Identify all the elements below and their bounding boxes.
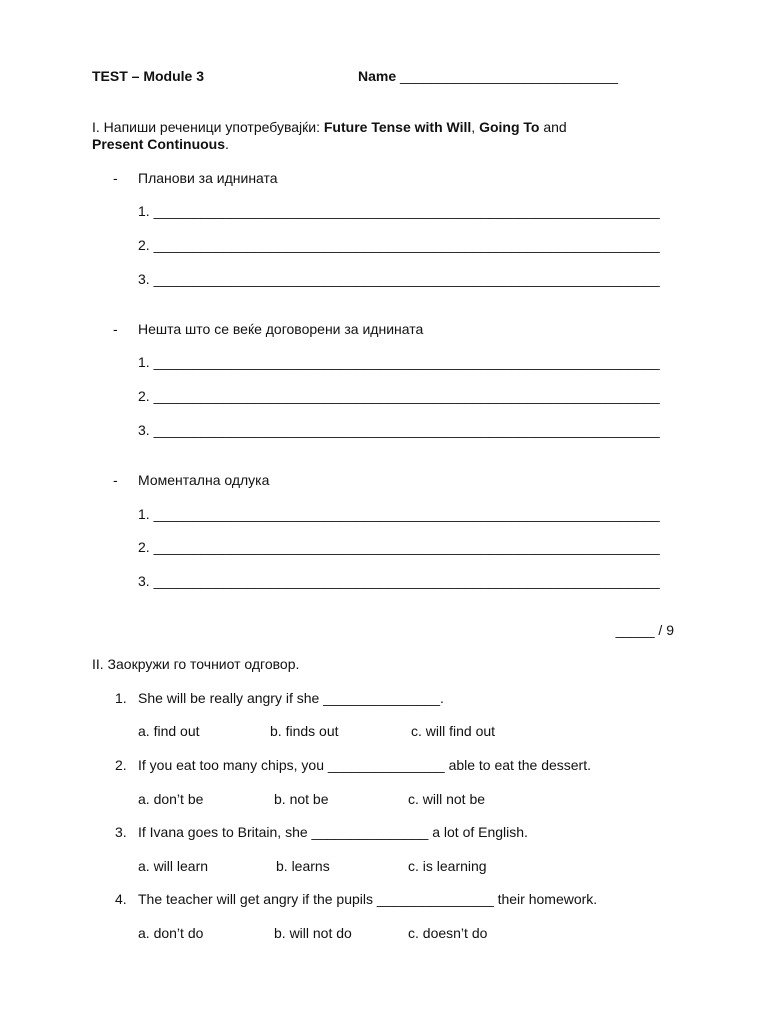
option-a[interactable]: a. don’t be [138, 791, 204, 807]
question-number: 4. [115, 891, 127, 907]
option-b[interactable]: b. will not do [274, 925, 352, 941]
answer-line[interactable]: 3. _________________________________________________________________ [138, 573, 660, 589]
category-dash: - [113, 321, 118, 337]
question-text: The teacher will get angry if the pupils _______________ their homework. [138, 891, 598, 907]
answer-line[interactable]: 3. _________________________________________________________________ [138, 422, 660, 438]
question-number: 3. [115, 824, 127, 840]
category-dash: - [113, 472, 118, 488]
option-a[interactable]: a. don’t do [138, 925, 204, 941]
test-title: TEST – Module 3 [92, 68, 205, 84]
question-text: If you eat too many chips, you _______________ able to eat the dessert. [138, 757, 591, 773]
option-c[interactable]: c. will not be [408, 791, 486, 807]
instruction-end: . [225, 136, 229, 152]
section1-instruction-line1 [92, 119, 567, 136]
option-a[interactable]: a. will learn [138, 858, 209, 874]
section1-score[interactable]: _____ / 9 [615, 622, 674, 638]
term-separator: , [471, 119, 480, 135]
option-b[interactable]: b. learns [276, 858, 330, 874]
term-separator: and [539, 119, 567, 135]
term-going-to: Going To [479, 119, 540, 135]
question-text: If Ivana goes to Britain, she _______________ a lot of English. [138, 824, 528, 840]
category-dash: - [113, 170, 118, 186]
answer-line[interactable]: 2. _________________________________________________________________ [138, 539, 660, 555]
option-c[interactable]: c. is learning [408, 858, 487, 874]
category-arranged-label: Нешта што се веќе договорени за иднината [138, 321, 424, 337]
answer-line[interactable]: 1. _________________________________________________________________ [138, 203, 660, 219]
question-number: 2. [115, 757, 127, 773]
name-field[interactable] [358, 68, 618, 85]
answer-line[interactable]: 2. _________________________________________________________________ [138, 237, 660, 253]
answer-line[interactable]: 3. _________________________________________________________________ [138, 271, 660, 287]
name-label: Name [358, 68, 397, 84]
term-present-continuous: Present Continuous [92, 136, 226, 152]
term-future-will: Future Tense with Will [323, 119, 472, 135]
option-c[interactable]: c. doesn’t do [408, 925, 488, 941]
option-a[interactable]: a. find out [138, 723, 200, 739]
section2-heading: II. Заокружи го точниот одговор. [92, 656, 300, 672]
section1-instruction-line2 [92, 136, 229, 153]
category-plans-label: Планови за иднината [138, 170, 278, 186]
answer-line[interactable]: 2. _________________________________________________________________ [138, 388, 660, 404]
option-c[interactable]: c. will find out [411, 723, 496, 739]
question-text: She will be really angry if she _______________. [138, 690, 444, 706]
section1-prefix: I. Напиши реченици употребувајќи: [92, 119, 324, 135]
option-b[interactable]: b. finds out [270, 723, 339, 739]
question-number: 1. [115, 690, 127, 706]
option-b[interactable]: b. not be [274, 791, 329, 807]
answer-line[interactable]: 1. _________________________________________________________________ [138, 354, 660, 370]
name-blank: ____________________________ [400, 68, 619, 84]
category-instant-decision-label: Моментална одлука [138, 472, 270, 488]
answer-line[interactable]: 1. _________________________________________________________________ [138, 506, 660, 522]
